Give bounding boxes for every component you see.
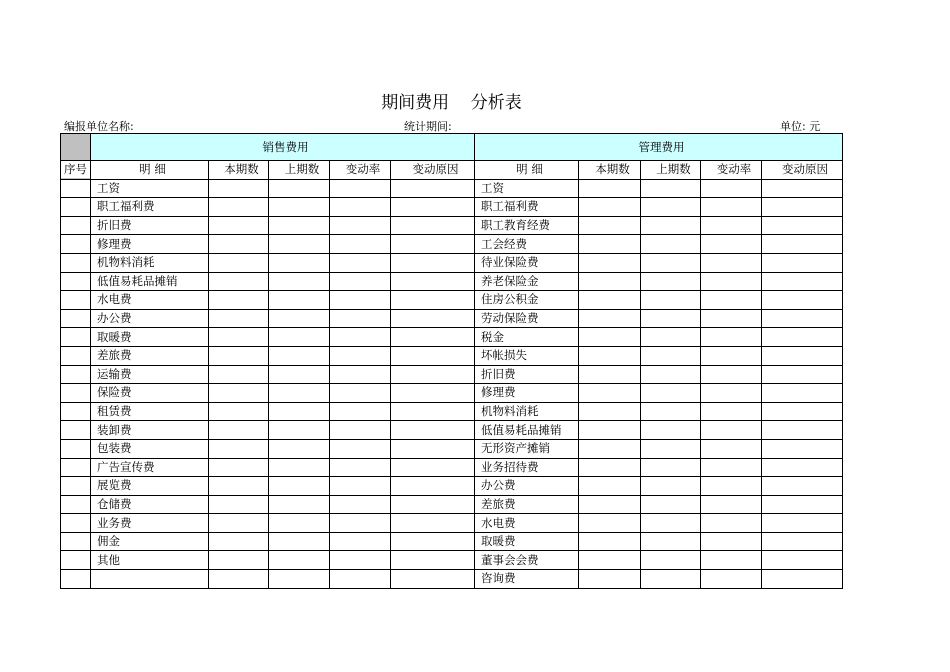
sales-change-rate-cell bbox=[330, 346, 391, 365]
sales-change-rate-cell bbox=[330, 291, 391, 310]
table-row bbox=[61, 514, 843, 533]
admin-change-rate-cell bbox=[701, 495, 762, 514]
sales-change-reason-cell bbox=[391, 309, 475, 328]
sales-change-rate-cell bbox=[330, 532, 391, 551]
sales-change-rate-cell bbox=[330, 198, 391, 217]
seq-cell bbox=[61, 439, 91, 458]
admin-change-rate-cell bbox=[701, 421, 762, 440]
admin-change-rate-cell bbox=[701, 532, 762, 551]
admin-change-reason-cell bbox=[762, 570, 843, 589]
admin-change-reason-cell bbox=[762, 216, 843, 235]
table-row bbox=[61, 477, 843, 496]
sales-current-cell bbox=[209, 328, 269, 347]
sales-change-rate-cell bbox=[330, 570, 391, 589]
sales-change-reason-cell bbox=[391, 198, 475, 217]
admin-change-reason-cell bbox=[762, 495, 843, 514]
seq-cell bbox=[61, 551, 91, 570]
sales-change-reason-cell bbox=[391, 235, 475, 254]
sales-item-label bbox=[91, 570, 209, 589]
sales-previous-cell bbox=[269, 458, 330, 477]
admin-current-cell bbox=[579, 235, 641, 254]
table-row bbox=[61, 346, 843, 365]
sales-item-label: 佣金 bbox=[91, 532, 209, 551]
sales-previous-cell bbox=[269, 253, 330, 272]
sales-current-cell bbox=[209, 179, 269, 198]
sales-current-cell bbox=[209, 384, 269, 403]
table-row bbox=[61, 532, 843, 551]
sales-previous-cell bbox=[269, 421, 330, 440]
admin-previous-cell bbox=[641, 235, 701, 254]
sales-item-label: 仓储费 bbox=[91, 495, 209, 514]
sales-change-rate-cell bbox=[330, 235, 391, 254]
admin-change-rate-cell bbox=[701, 477, 762, 496]
sales-current-cell bbox=[209, 198, 269, 217]
admin-change-rate-cell bbox=[701, 235, 762, 254]
sales-previous-cell bbox=[269, 291, 330, 310]
table-row bbox=[61, 495, 843, 514]
admin-change-rate-cell bbox=[701, 309, 762, 328]
sales-current-cell bbox=[209, 216, 269, 235]
column-change-reason: 变动原因 bbox=[391, 161, 475, 180]
admin-previous-cell bbox=[641, 477, 701, 496]
sales-current-cell bbox=[209, 291, 269, 310]
sales-current-cell bbox=[209, 458, 269, 477]
sales-change-reason-cell bbox=[391, 402, 475, 421]
sales-previous-cell bbox=[269, 551, 330, 570]
admin-current-cell bbox=[579, 346, 641, 365]
admin-change-reason-cell bbox=[762, 309, 843, 328]
sales-previous-cell bbox=[269, 346, 330, 365]
admin-previous-cell bbox=[641, 198, 701, 217]
admin-current-cell bbox=[579, 514, 641, 533]
sales-current-cell bbox=[209, 514, 269, 533]
sales-item-label: 展览费 bbox=[91, 477, 209, 496]
seq-cell bbox=[61, 402, 91, 421]
admin-item-label: 无形资产摊销 bbox=[475, 439, 579, 458]
sales-item-label: 广告宣传费 bbox=[91, 458, 209, 477]
sales-item-label: 业务费 bbox=[91, 514, 209, 533]
table-row bbox=[61, 402, 843, 421]
seq-cell bbox=[61, 346, 91, 365]
admin-previous-cell bbox=[641, 570, 701, 589]
sales-change-reason-cell bbox=[391, 328, 475, 347]
sales-item-label: 折旧费 bbox=[91, 216, 209, 235]
sales-previous-cell bbox=[269, 365, 330, 384]
admin-change-reason-cell bbox=[762, 253, 843, 272]
seq-cell bbox=[61, 532, 91, 551]
sales-current-cell bbox=[209, 365, 269, 384]
admin-change-reason-cell bbox=[762, 272, 843, 291]
seq-cell bbox=[61, 179, 91, 198]
seq-cell bbox=[61, 253, 91, 272]
unit-name-label: 编报单位名称: bbox=[64, 120, 134, 133]
table-row bbox=[61, 235, 843, 254]
sales-change-reason-cell bbox=[391, 179, 475, 198]
table-row bbox=[61, 291, 843, 310]
admin-item-label: 办公费 bbox=[475, 477, 579, 496]
admin-item-label: 业务招待费 bbox=[475, 458, 579, 477]
admin-change-reason-cell bbox=[762, 179, 843, 198]
seq-cell bbox=[61, 458, 91, 477]
admin-previous-cell bbox=[641, 253, 701, 272]
admin-change-reason-cell bbox=[762, 328, 843, 347]
column-previous: 上期数 bbox=[269, 161, 330, 180]
admin-current-cell bbox=[579, 495, 641, 514]
admin-previous-cell bbox=[641, 272, 701, 291]
sales-item-label: 水电费 bbox=[91, 291, 209, 310]
sales-change-reason-cell bbox=[391, 551, 475, 570]
admin-current-cell bbox=[579, 551, 641, 570]
admin-change-rate-cell bbox=[701, 253, 762, 272]
column-seq: 序号 bbox=[61, 161, 90, 178]
table-row bbox=[61, 272, 843, 291]
sales-current-cell bbox=[209, 477, 269, 496]
admin-item-label: 差旅费 bbox=[475, 495, 579, 514]
sales-change-rate-cell bbox=[330, 253, 391, 272]
admin-item-label: 机物料消耗 bbox=[475, 402, 579, 421]
sales-change-rate-cell bbox=[330, 495, 391, 514]
admin-item-label: 职工教育经费 bbox=[475, 216, 579, 235]
column-detail: 明 细 bbox=[475, 161, 579, 180]
sales-item-label: 其他 bbox=[91, 551, 209, 570]
admin-change-rate-cell bbox=[701, 365, 762, 384]
admin-previous-cell bbox=[641, 402, 701, 421]
sales-change-reason-cell bbox=[391, 216, 475, 235]
table-row bbox=[61, 551, 843, 570]
admin-current-cell bbox=[579, 328, 641, 347]
seq-cell bbox=[61, 198, 91, 217]
admin-item-label: 水电费 bbox=[475, 514, 579, 533]
column-change-reason: 变动原因 bbox=[762, 161, 843, 180]
admin-change-reason-cell bbox=[762, 235, 843, 254]
seq-cell bbox=[61, 477, 91, 496]
group-sales: 销售费用 bbox=[91, 134, 475, 161]
admin-current-cell bbox=[579, 365, 641, 384]
admin-change-rate-cell bbox=[701, 570, 762, 589]
seq-cell bbox=[61, 495, 91, 514]
seq-cell bbox=[61, 216, 91, 235]
admin-item-label: 董事会会费 bbox=[475, 551, 579, 570]
table-row bbox=[61, 458, 843, 477]
sales-change-rate-cell bbox=[330, 551, 391, 570]
group-header-row bbox=[61, 134, 843, 161]
sales-change-reason-cell bbox=[391, 291, 475, 310]
admin-change-rate-cell bbox=[701, 384, 762, 403]
sales-change-reason-cell bbox=[391, 346, 475, 365]
column-current: 本期数 bbox=[579, 161, 641, 180]
table-row bbox=[61, 365, 843, 384]
admin-previous-cell bbox=[641, 384, 701, 403]
sales-change-reason-cell bbox=[391, 514, 475, 533]
sales-previous-cell bbox=[269, 477, 330, 496]
sales-item-label: 取暖费 bbox=[91, 328, 209, 347]
admin-change-rate-cell bbox=[701, 291, 762, 310]
admin-change-rate-cell bbox=[701, 439, 762, 458]
sales-current-cell bbox=[209, 570, 269, 589]
admin-previous-cell bbox=[641, 328, 701, 347]
table-row bbox=[61, 328, 843, 347]
sales-item-label: 运输费 bbox=[91, 365, 209, 384]
admin-current-cell bbox=[579, 384, 641, 403]
sales-change-reason-cell bbox=[391, 253, 475, 272]
admin-change-reason-cell bbox=[762, 365, 843, 384]
admin-change-reason-cell bbox=[762, 551, 843, 570]
admin-previous-cell bbox=[641, 216, 701, 235]
admin-change-reason-cell bbox=[762, 439, 843, 458]
sales-previous-cell bbox=[269, 309, 330, 328]
admin-previous-cell bbox=[641, 346, 701, 365]
admin-current-cell bbox=[579, 291, 641, 310]
admin-change-rate-cell bbox=[701, 458, 762, 477]
seq-cell bbox=[61, 328, 91, 347]
admin-item-label: 工资 bbox=[475, 179, 579, 198]
admin-current-cell bbox=[579, 532, 641, 551]
sales-item-label: 机物料消耗 bbox=[91, 253, 209, 272]
admin-previous-cell bbox=[641, 291, 701, 310]
admin-change-reason-cell bbox=[762, 402, 843, 421]
sales-change-rate-cell bbox=[330, 477, 391, 496]
admin-item-label: 取暖费 bbox=[475, 532, 579, 551]
column-change-rate: 变动率 bbox=[330, 161, 391, 180]
sales-item-label: 低值易耗品摊销 bbox=[91, 272, 209, 291]
sales-current-cell bbox=[209, 495, 269, 514]
admin-item-label: 坏帐损失 bbox=[475, 346, 579, 365]
admin-item-label: 工会经费 bbox=[475, 235, 579, 254]
sales-change-rate-cell bbox=[330, 402, 391, 421]
seq-cell bbox=[61, 365, 91, 384]
column-header-row bbox=[61, 161, 843, 180]
sales-change-reason-cell bbox=[391, 495, 475, 514]
sales-previous-cell bbox=[269, 179, 330, 198]
seq-cell bbox=[61, 291, 91, 310]
admin-item-label: 修理费 bbox=[475, 384, 579, 403]
admin-item-label: 养老保险金 bbox=[475, 272, 579, 291]
sales-item-label: 差旅费 bbox=[91, 346, 209, 365]
sales-change-rate-cell bbox=[330, 272, 391, 291]
admin-previous-cell bbox=[641, 421, 701, 440]
corner-cell bbox=[61, 134, 91, 180]
admin-previous-cell bbox=[641, 458, 701, 477]
admin-previous-cell bbox=[641, 532, 701, 551]
sales-previous-cell bbox=[269, 216, 330, 235]
sales-previous-cell bbox=[269, 495, 330, 514]
seq-cell bbox=[61, 309, 91, 328]
sales-change-reason-cell bbox=[391, 477, 475, 496]
admin-item-label: 税金 bbox=[475, 328, 579, 347]
admin-change-rate-cell bbox=[701, 514, 762, 533]
admin-change-reason-cell bbox=[762, 198, 843, 217]
sales-change-rate-cell bbox=[330, 309, 391, 328]
admin-current-cell bbox=[579, 198, 641, 217]
table-row bbox=[61, 421, 843, 440]
sales-previous-cell bbox=[269, 384, 330, 403]
table-row bbox=[61, 253, 843, 272]
admin-change-rate-cell bbox=[701, 216, 762, 235]
admin-change-rate-cell bbox=[701, 346, 762, 365]
expense-analysis-table bbox=[60, 133, 843, 589]
sales-change-rate-cell bbox=[330, 421, 391, 440]
column-current: 本期数 bbox=[209, 161, 269, 180]
admin-change-reason-cell bbox=[762, 421, 843, 440]
admin-current-cell bbox=[579, 272, 641, 291]
sales-change-reason-cell bbox=[391, 421, 475, 440]
table-row bbox=[61, 216, 843, 235]
sales-previous-cell bbox=[269, 514, 330, 533]
admin-change-reason-cell bbox=[762, 291, 843, 310]
admin-current-cell bbox=[579, 179, 641, 198]
sales-current-cell bbox=[209, 402, 269, 421]
sales-change-rate-cell bbox=[330, 439, 391, 458]
seq-cell bbox=[61, 235, 91, 254]
admin-previous-cell bbox=[641, 439, 701, 458]
sales-item-label: 修理费 bbox=[91, 235, 209, 254]
column-detail: 明 细 bbox=[91, 161, 209, 180]
sales-change-reason-cell bbox=[391, 439, 475, 458]
admin-previous-cell bbox=[641, 551, 701, 570]
group-admin: 管理费用 bbox=[475, 134, 843, 161]
sales-item-label: 保险费 bbox=[91, 384, 209, 403]
sales-previous-cell bbox=[269, 235, 330, 254]
sales-previous-cell bbox=[269, 570, 330, 589]
sales-item-label: 装卸费 bbox=[91, 421, 209, 440]
seq-cell bbox=[61, 421, 91, 440]
sales-previous-cell bbox=[269, 532, 330, 551]
sales-previous-cell bbox=[269, 402, 330, 421]
admin-change-reason-cell bbox=[762, 477, 843, 496]
table-row bbox=[61, 439, 843, 458]
admin-change-rate-cell bbox=[701, 551, 762, 570]
sales-item-label: 办公费 bbox=[91, 309, 209, 328]
admin-change-rate-cell bbox=[701, 402, 762, 421]
column-previous: 上期数 bbox=[641, 161, 701, 180]
admin-change-rate-cell bbox=[701, 179, 762, 198]
period-label: 统计期间: bbox=[404, 120, 452, 133]
sales-change-reason-cell bbox=[391, 458, 475, 477]
admin-change-rate-cell bbox=[701, 198, 762, 217]
sales-item-label: 租赁费 bbox=[91, 402, 209, 421]
unit-label: 单位: 元 bbox=[780, 120, 821, 133]
sheet-title: 期间费用 分析表 bbox=[381, 93, 522, 113]
sales-change-reason-cell bbox=[391, 365, 475, 384]
admin-current-cell bbox=[579, 458, 641, 477]
sales-previous-cell bbox=[269, 272, 330, 291]
sales-change-rate-cell bbox=[330, 384, 391, 403]
sales-change-reason-cell bbox=[391, 272, 475, 291]
admin-previous-cell bbox=[641, 514, 701, 533]
admin-change-rate-cell bbox=[701, 272, 762, 291]
sales-change-rate-cell bbox=[330, 365, 391, 384]
sales-current-cell bbox=[209, 235, 269, 254]
admin-current-cell bbox=[579, 253, 641, 272]
sales-change-rate-cell bbox=[330, 179, 391, 198]
admin-current-cell bbox=[579, 477, 641, 496]
admin-change-reason-cell bbox=[762, 458, 843, 477]
admin-item-label: 低值易耗品摊销 bbox=[475, 421, 579, 440]
admin-current-cell bbox=[579, 309, 641, 328]
admin-item-label: 折旧费 bbox=[475, 365, 579, 384]
sales-change-reason-cell bbox=[391, 532, 475, 551]
admin-item-label: 咨询费 bbox=[475, 570, 579, 589]
admin-change-reason-cell bbox=[762, 532, 843, 551]
sales-current-cell bbox=[209, 551, 269, 570]
admin-item-label: 待业保险费 bbox=[475, 253, 579, 272]
sales-previous-cell bbox=[269, 198, 330, 217]
sales-item-label: 工资 bbox=[91, 179, 209, 198]
seq-cell bbox=[61, 570, 91, 589]
admin-previous-cell bbox=[641, 495, 701, 514]
admin-change-reason-cell bbox=[762, 346, 843, 365]
table-row bbox=[61, 309, 843, 328]
sales-current-cell bbox=[209, 421, 269, 440]
seq-cell bbox=[61, 272, 91, 291]
admin-item-label: 职工福利费 bbox=[475, 198, 579, 217]
sales-change-rate-cell bbox=[330, 328, 391, 347]
table-row bbox=[61, 384, 843, 403]
sales-current-cell bbox=[209, 439, 269, 458]
sales-change-rate-cell bbox=[330, 514, 391, 533]
admin-previous-cell bbox=[641, 365, 701, 384]
admin-change-reason-cell bbox=[762, 514, 843, 533]
sales-previous-cell bbox=[269, 328, 330, 347]
sales-current-cell bbox=[209, 309, 269, 328]
admin-current-cell bbox=[579, 570, 641, 589]
sales-change-rate-cell bbox=[330, 458, 391, 477]
admin-previous-cell bbox=[641, 309, 701, 328]
admin-current-cell bbox=[579, 216, 641, 235]
sales-current-cell bbox=[209, 346, 269, 365]
sales-change-rate-cell bbox=[330, 216, 391, 235]
seq-cell bbox=[61, 384, 91, 403]
admin-change-reason-cell bbox=[762, 384, 843, 403]
sales-item-label: 包装费 bbox=[91, 439, 209, 458]
sales-current-cell bbox=[209, 272, 269, 291]
admin-item-label: 住房公积金 bbox=[475, 291, 579, 310]
table-row bbox=[61, 179, 843, 198]
admin-item-label: 劳动保险费 bbox=[475, 309, 579, 328]
sales-change-reason-cell bbox=[391, 384, 475, 403]
admin-current-cell bbox=[579, 402, 641, 421]
sales-current-cell bbox=[209, 532, 269, 551]
column-change-rate: 变动率 bbox=[701, 161, 762, 180]
admin-change-rate-cell bbox=[701, 328, 762, 347]
sales-current-cell bbox=[209, 253, 269, 272]
sales-item-label: 职工福利费 bbox=[91, 198, 209, 217]
admin-previous-cell bbox=[641, 179, 701, 198]
table-row bbox=[61, 570, 843, 589]
admin-current-cell bbox=[579, 439, 641, 458]
table-row bbox=[61, 198, 843, 217]
sales-previous-cell bbox=[269, 439, 330, 458]
seq-cell bbox=[61, 514, 91, 533]
sales-change-reason-cell bbox=[391, 570, 475, 589]
admin-current-cell bbox=[579, 421, 641, 440]
